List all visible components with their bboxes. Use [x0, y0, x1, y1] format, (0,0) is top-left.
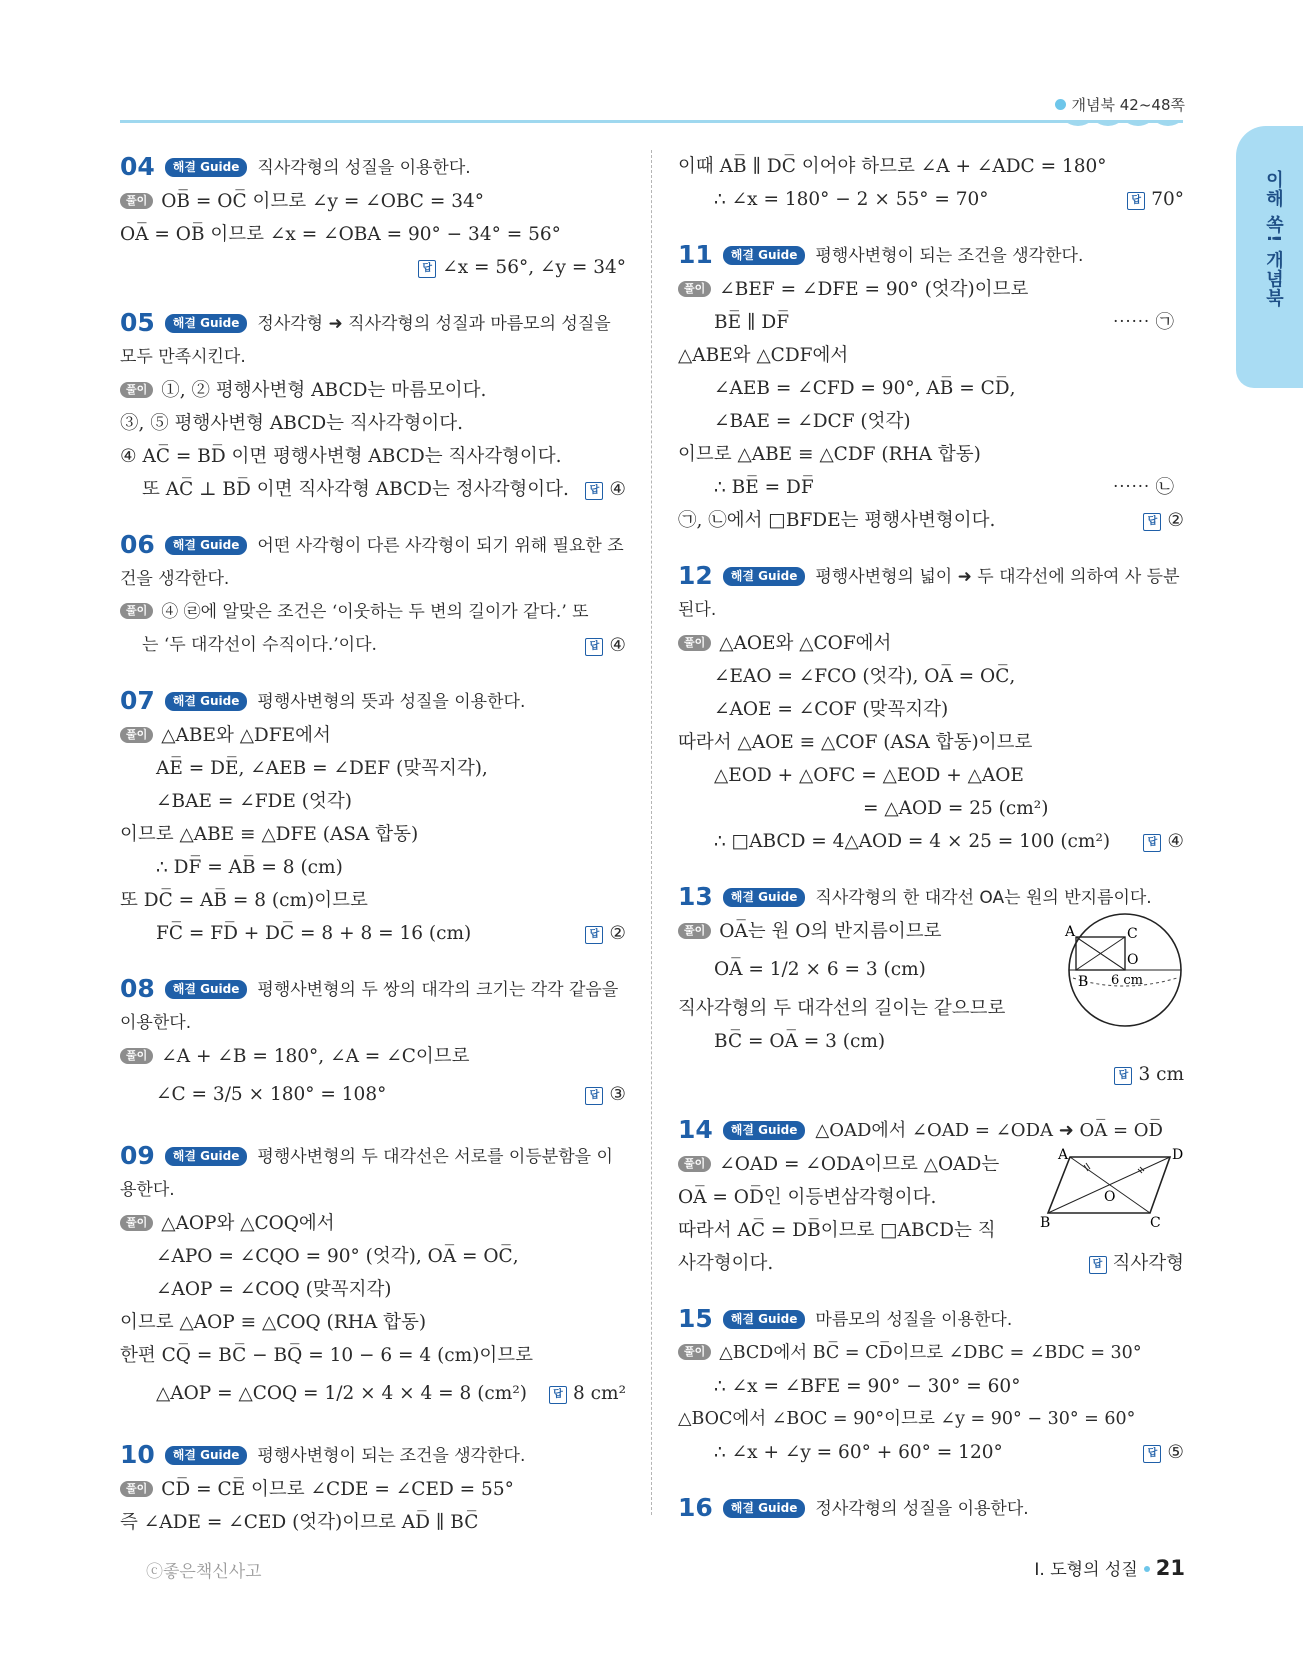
solution-line: △ABE와 △DFE에서: [161, 725, 331, 746]
guide-text: 모두 만족시킨다.: [120, 347, 246, 367]
solution-line: ∴ ∠x = ∠BFE = 90° − 30° = 60°: [714, 1376, 1021, 1397]
problem-number: 06: [120, 530, 155, 559]
answer-text: 8 cm²: [573, 1383, 626, 1404]
answer-text: ⑤: [1167, 1442, 1184, 1463]
guide-badge: 해결 Guide: [165, 314, 248, 333]
footer-dot-icon: [1144, 1566, 1150, 1572]
parallelogram-figure: [1040, 1147, 1184, 1233]
guide-badge: 해결 Guide: [723, 567, 806, 586]
guide-badge: 해결 Guide: [723, 1310, 806, 1329]
answer-icon: 답: [1143, 513, 1161, 531]
guide-badge: 해결 Guide: [165, 692, 248, 711]
solution-line: ∠BAE = ∠DCF (엇각): [714, 411, 911, 432]
guide-text: 된다.: [678, 600, 717, 620]
problem-16: [678, 1491, 1184, 1526]
answer-icon: 답: [585, 1087, 603, 1105]
solution-line: OA̅ = OB̅ 이므로 ∠x = ∠OBA = 90° − 34° = 56°: [120, 224, 561, 245]
solution-line: ∠C = 3/5 × 180° = 108°: [156, 1084, 387, 1105]
answer-icon: 답: [1089, 1256, 1107, 1274]
label-a: A: [1058, 1147, 1069, 1163]
answer-icon: 답: [585, 926, 603, 944]
answer-text: ④: [1167, 831, 1184, 852]
guide-badge: 해결 Guide: [165, 980, 248, 999]
guide-text: 평행사변형의 두 대각선은 서로를 이등분함을 이: [257, 1147, 613, 1167]
solution-line: BE̅ ∥ DF̅: [714, 312, 790, 333]
solution-line: ①, ② 평행사변형 ABCD는 마름모이다.: [161, 380, 487, 401]
answer-text: ③: [609, 1084, 626, 1105]
solution-line: ∠EAO = ∠FCO (엇각), OA̅ = OC̅,: [714, 666, 1016, 687]
guide-badge: 해결 Guide: [165, 1147, 248, 1166]
solution-badge: 풀이: [678, 1156, 711, 1172]
solution-line: ∴ DF̅ = AB̅ = 8 (cm): [156, 857, 343, 878]
problem-05: [120, 306, 626, 506]
page-reference-text: 개념북 42~48쪽: [1071, 96, 1185, 114]
answer-icon: 답: [1143, 1445, 1161, 1463]
solution-line: 한편 CQ̅ = BC̅ − BQ̅ = 10 − 6 = 4 (cm)이므로: [120, 1345, 534, 1366]
answer-text: 70°: [1151, 189, 1184, 210]
solution-line: ④ AC̅ = BD̅ 이면 평행사변형 ABCD는 직사각형이다.: [120, 446, 562, 467]
label-c: C: [1127, 926, 1138, 942]
guide-text: 건을 생각한다.: [120, 569, 230, 589]
answer-icon: 답: [549, 1386, 567, 1404]
solution-line: ∠A + ∠B = 180°, ∠A = ∠C이므로: [161, 1046, 470, 1067]
problem-10: [120, 1438, 626, 1539]
guide-text: 평행사변형이 되는 조건을 생각한다.: [257, 1446, 526, 1466]
label-a: A: [1065, 924, 1076, 940]
solution-line: CD̅ = CE̅ 이므로 ∠CDE = ∠CED = 55°: [161, 1479, 514, 1500]
solution-line: 즉 ∠ADE = ∠CED (엇각)이므로 AD̅ ∥ BC̅: [120, 1512, 479, 1533]
page-reference: [1055, 94, 1185, 115]
guide-text: 용한다.: [120, 1180, 175, 1200]
solution-badge: 풀이: [120, 193, 153, 209]
problem-number: 13: [678, 882, 713, 911]
problem-09: [120, 1139, 626, 1416]
solution-line: ∴ □ABCD = 4△AOD = 4 × 25 = 100 (cm²): [714, 831, 1111, 852]
answer-text: 3 cm: [1138, 1064, 1184, 1085]
right-column: [678, 150, 1184, 1548]
section-title: Ⅰ. 도형의 성질: [1034, 1560, 1138, 1580]
solution-badge: 풀이: [678, 923, 711, 939]
guide-badge: 해결 Guide: [723, 246, 806, 265]
answer-text: ∠x = 56°, ∠y = 34°: [442, 257, 626, 278]
solution-line: = △AOD = 25 (cm²): [863, 798, 1049, 819]
problem-number: 15: [678, 1304, 713, 1333]
problem-06: [120, 528, 626, 662]
answer-icon: 답: [585, 638, 603, 656]
solution-line: △AOP = △COQ = 1/2 × 4 × 4 = 8 (cm²): [156, 1383, 527, 1404]
guide-badge: 해결 Guide: [723, 1499, 806, 1518]
solution-badge: 풀이: [120, 1215, 153, 1231]
problem-number: 11: [678, 240, 713, 269]
solution-line: BC̅ = OA̅ = 3 (cm): [714, 1031, 886, 1052]
problem-15: [678, 1302, 1184, 1469]
solution-line: △AOE와 △COF에서: [719, 633, 892, 654]
solution-line: ∠BAE = ∠FDE (엇각): [156, 791, 352, 812]
guide-text: 어떤 사각형이 다른 사각형이 되기 위해 필요한 조: [257, 536, 624, 556]
solution-line: 이므로 △AOP ≡ △COQ (RHA 합동): [120, 1312, 427, 1333]
answer-icon: 답: [585, 482, 603, 500]
problem-number: 09: [120, 1141, 155, 1170]
guide-text: 정사각형의 성질을 이용한다.: [815, 1499, 1029, 1519]
problem-07: [120, 684, 626, 950]
solution-line: OA̅ = 1/2 × 6 = 3 (cm): [714, 959, 926, 980]
answer-text: ④: [609, 479, 626, 500]
header-rule: [120, 120, 1183, 123]
solution-badge: 풀이: [120, 1048, 153, 1064]
solution-line: ∠OAD = ∠ODA이므로 △OAD는: [719, 1154, 1000, 1175]
solution-badge: 풀이: [678, 1344, 711, 1360]
guide-badge: 해결 Guide: [165, 1446, 248, 1465]
problem-12: [678, 559, 1184, 858]
solution-badge: 풀이: [120, 382, 153, 398]
label-b: B: [1078, 974, 1089, 990]
header-wave-decoration: [1063, 120, 1183, 132]
guide-text: △OAD에서 ∠OAD = ∠ODA ➜ OA̅ = OD̅: [815, 1120, 1163, 1141]
problem-10-continued: [678, 150, 1184, 216]
left-column: [120, 150, 626, 1561]
guide-badge: 해결 Guide: [165, 536, 248, 555]
answer-text: ④: [609, 635, 626, 656]
answer-text: ②: [609, 923, 626, 944]
problem-11: [678, 238, 1184, 537]
solution-line: ∠AEB = ∠CFD = 90°, AB̅ = CD̅,: [714, 378, 1016, 399]
guide-text: 평행사변형이 되는 조건을 생각한다.: [815, 246, 1084, 266]
label-b: B: [1040, 1215, 1051, 1231]
solution-line: ∴ BE̅ = DF̅: [714, 477, 814, 498]
solution-line: 따라서 AC̅ = DB̅이므로 □ABCD는 직: [678, 1220, 996, 1241]
guide-text: 직사각형의 성질을 이용한다.: [257, 158, 471, 178]
solution-badge: 풀이: [120, 603, 153, 619]
guide-badge: 해결 Guide: [723, 888, 806, 907]
copyright-text: ⓒ좋은책신사고: [146, 1562, 262, 1582]
problem-14: [678, 1113, 1184, 1280]
problem-number: 14: [678, 1115, 713, 1144]
solution-line: ④ ㉣에 알맞은 조건은 ‘이웃하는 두 변의 길이가 같다.’ 또: [161, 602, 589, 622]
problem-13: [678, 880, 1184, 1091]
problem-number: 04: [120, 152, 155, 181]
solution-line: 사각형이다.: [678, 1253, 774, 1274]
solution-line: AE̅ = DE̅, ∠AEB = ∠DEF (맞꼭지각),: [156, 758, 488, 779]
problem-number: 10: [120, 1440, 155, 1469]
solution-badge: 풀이: [120, 1481, 153, 1497]
column-divider: [651, 150, 652, 1515]
guide-badge: 해결 Guide: [723, 1121, 806, 1140]
page-number: 21: [1155, 1556, 1185, 1580]
answer-icon: 답: [1127, 192, 1145, 210]
problem-04: [120, 150, 626, 284]
guide-text: 이용한다.: [120, 1013, 192, 1033]
problem-number: 05: [120, 308, 155, 337]
solution-line: OA̅는 원 O의 반지름이므로: [719, 921, 942, 942]
label-o: O: [1104, 1189, 1116, 1205]
problem-number: 08: [120, 974, 155, 1003]
solution-badge: 풀이: [678, 635, 711, 651]
problem-number: 16: [678, 1493, 713, 1522]
label-d: D: [1172, 1147, 1184, 1163]
equation-mark: ⋯⋯ ㉡: [1112, 477, 1174, 498]
solution-line: △AOP와 △COQ에서: [161, 1213, 335, 1234]
solution-line: ∴ ∠x = 180° − 2 × 55° = 70°: [714, 189, 989, 210]
solution-line: 이므로 △ABE ≡ △CDF (RHA 합동): [678, 444, 981, 465]
solution-line: OB̅ = OC̅ 이므로 ∠y = ∠OBC = 34°: [161, 191, 485, 212]
solution-line: △BCD에서 BC̅ = CD̅이므로 ∠DBC = ∠BDC = 30°: [719, 1343, 1142, 1363]
solution-line: 따라서 △AOE ≡ △COF (ASA 합동)이므로: [678, 732, 1033, 753]
solution-line: 직사각형의 두 대각선의 길이는 같으므로: [678, 998, 1006, 1019]
label-length: 6 cm: [1111, 973, 1144, 988]
solution-line: FC̅ = FD̅ + DC̅ = 8 + 8 = 16 (cm): [156, 923, 472, 944]
solution-line: ∠AOP = ∠COQ (맞꼭지각): [156, 1279, 392, 1300]
circle-rectangle-figure: [1063, 910, 1188, 1030]
solution-line: △BOC에서 ∠BOC = 90°이므로 ∠y = 90° − 30° = 60°: [678, 1409, 1136, 1429]
solution-line: ∠AOE = ∠COF (맞꼭지각): [714, 699, 949, 720]
answer-icon: 답: [1143, 834, 1161, 852]
solution-line: △ABE와 △CDF에서: [678, 345, 849, 366]
side-tab-label: 이해 쏙! 개념북: [1263, 170, 1284, 308]
guide-text: 마름모의 성질을 이용한다.: [815, 1310, 1013, 1330]
problem-number: 12: [678, 561, 713, 590]
answer-icon: 답: [418, 260, 436, 278]
guide-text: 직사각형의 한 대각선 OA는 원의 반지름이다.: [815, 888, 1152, 908]
solution-line: 는 ‘두 대각선이 수직이다.’이다.: [142, 635, 377, 655]
equation-mark: ⋯⋯ ㉠: [1112, 312, 1174, 333]
answer-text: 직사각형: [1112, 1253, 1184, 1274]
label-o: O: [1127, 952, 1139, 968]
answer-text: ②: [1167, 510, 1184, 531]
solution-badge: 풀이: [678, 281, 711, 297]
guide-text: 평행사변형의 넓이 ➜ 두 대각선에 의하여 사 등분: [815, 567, 1180, 587]
solution-line: ∠APO = ∠CQO = 90° (엇각), OA̅ = OC̅,: [156, 1246, 519, 1267]
solution-line: ③, ⑤ 평행사변형 ABCD는 직사각형이다.: [120, 413, 464, 434]
solution-line: OA̅ = OD̅인 이등변삼각형이다.: [678, 1187, 937, 1208]
guide-text: 정사각형 ➜ 직사각형의 성질과 마름모의 성질을: [257, 314, 611, 334]
solution-line: 또 AC̅ ⊥ BD̅ 이면 직사각형 ABCD는 정사각형이다.: [142, 479, 569, 500]
label-c: C: [1150, 1215, 1161, 1231]
guide-badge: 해결 Guide: [165, 158, 248, 177]
solution-line: 이므로 △ABE ≡ △DFE (ASA 합동): [120, 824, 419, 845]
guide-text: 평행사변형의 뜻과 성질을 이용한다.: [257, 692, 526, 712]
solution-line: ∠BEF = ∠DFE = 90° (엇각)이므로: [719, 279, 1029, 300]
solution-line: ㉠, ㉡에서 □BFDE는 평행사변형이다.: [678, 510, 996, 531]
solution-line: 또 DC̅ = AB̅ = 8 (cm)이므로: [120, 890, 368, 911]
solution-line: 이때 AB̅ ∥ DC̅ 이어야 하므로 ∠A + ∠ADC = 180°: [678, 156, 1107, 177]
guide-text: 평행사변형의 두 쌍의 대각의 크기는 각각 같음을: [257, 980, 619, 1000]
problem-number: 07: [120, 686, 155, 715]
answer-icon: 답: [1114, 1067, 1132, 1085]
solution-line: ∴ ∠x + ∠y = 60° + 60° = 120°: [714, 1442, 1003, 1463]
problem-08: [120, 972, 626, 1117]
solution-badge: 풀이: [120, 727, 153, 743]
page-footer: [1034, 1555, 1185, 1580]
solution-line: △EOD + △OFC = △EOD + △AOE: [714, 765, 1024, 786]
bullet-dot-icon: [1055, 99, 1066, 110]
